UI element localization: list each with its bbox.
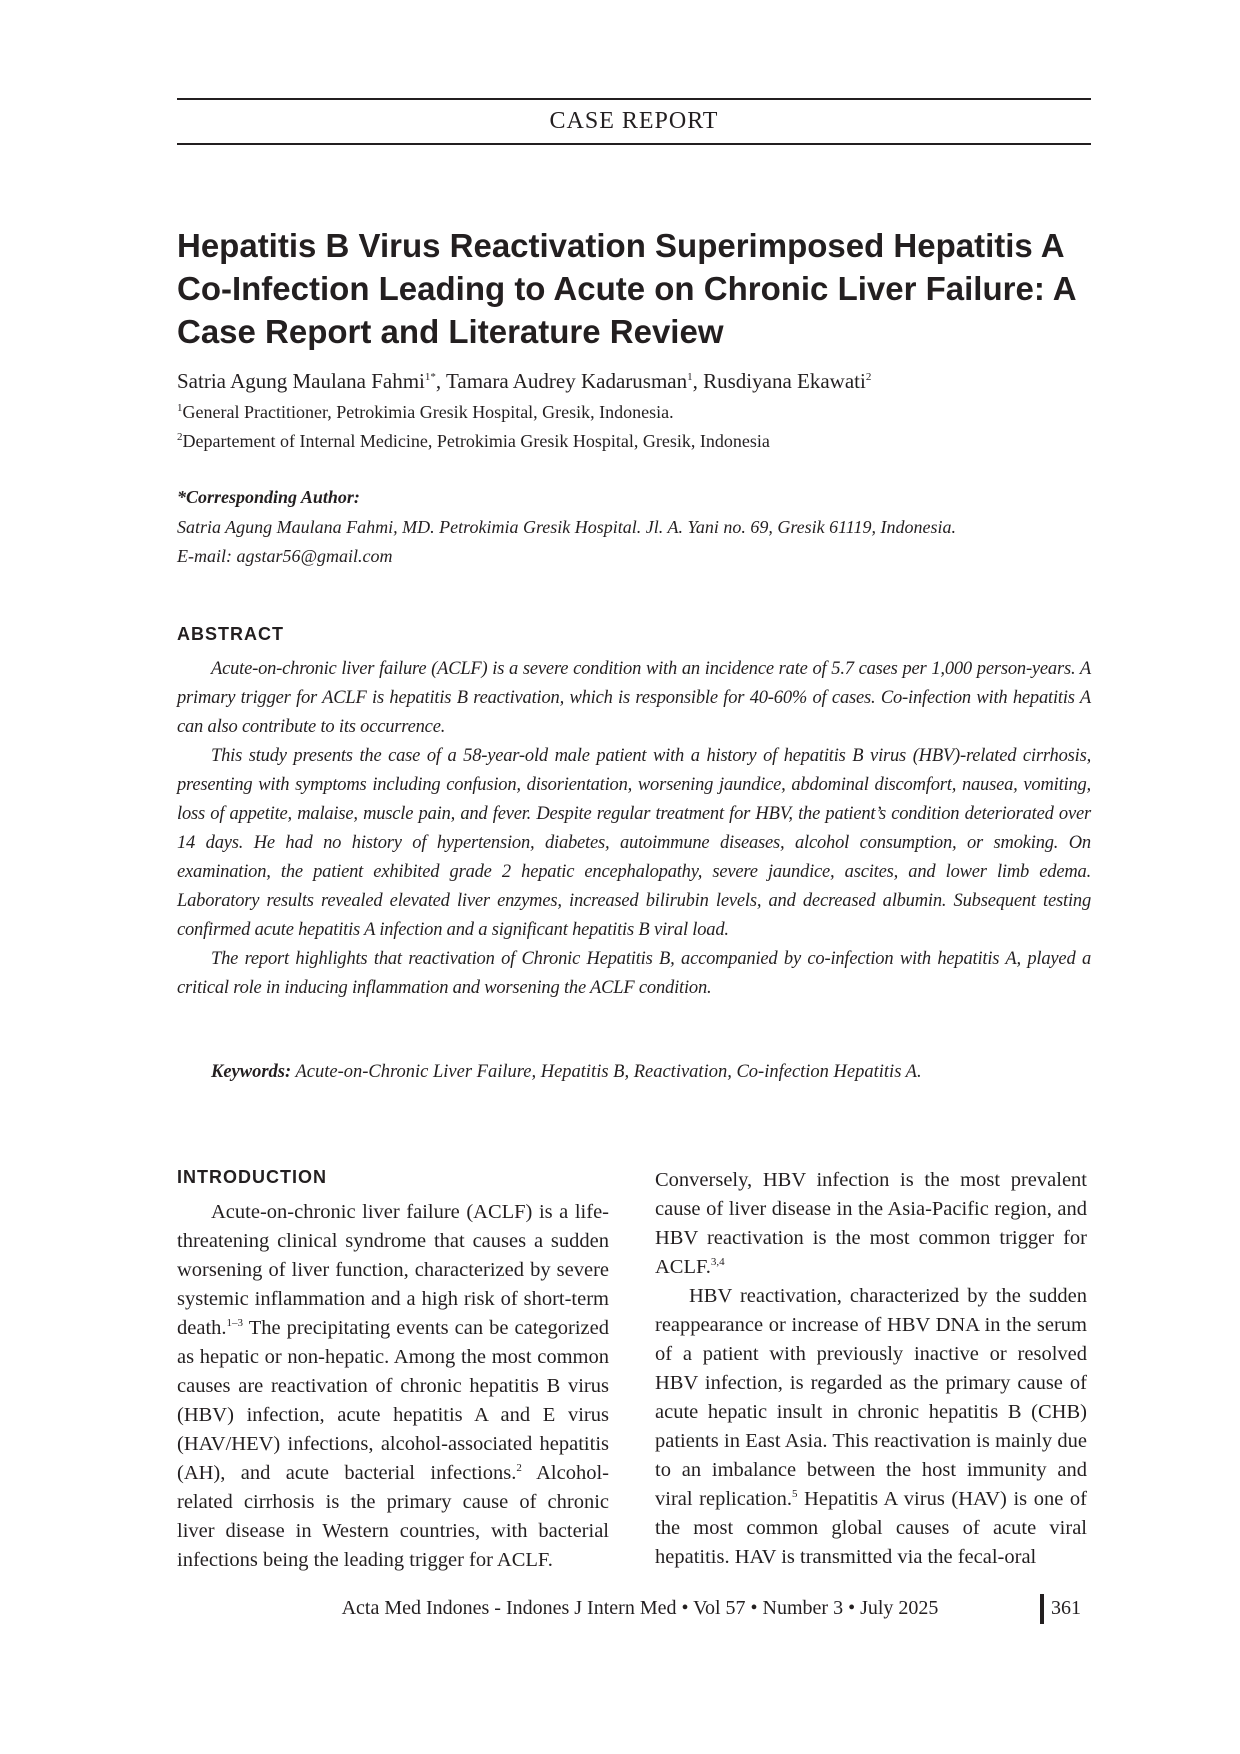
- header-top-rule: [177, 98, 1091, 100]
- body-text: Alcohol-related cirrhosis is the primary cause of chronic liver disease in Western countries, with bacterial infections being the leading trigger for ACLF.: [177, 1462, 609, 1571]
- introduction-heading: INTRODUCTION: [177, 1167, 327, 1187]
- author-name: Rusdiyana Ekawati: [703, 369, 866, 393]
- author-affiliation-mark: 1*: [424, 371, 436, 383]
- author-list: [177, 367, 1091, 395]
- body-text: Acute-on-chronic liver failure (ACLF) is a life-threatening clinical syndrome that causes a sudden worsening of liver function, characterized by severe systemic inflammation and a high risk of short-term death.: [177, 1201, 609, 1339]
- affiliation: [177, 400, 1091, 424]
- author-affiliation-mark: 1: [687, 371, 693, 383]
- abstract-paragraph: The report highlights that reactivation of Chronic Hepatitis B, accompanied by co-infection with hepatitis A, played a critical role in inducing inflammation and worsening the ACLF condition.: [177, 949, 1091, 998]
- page-number: 361: [1051, 1597, 1081, 1619]
- author-affiliation-mark: 2: [865, 371, 872, 383]
- abstract-paragraph: This study presents the case of a 58-year-old male patient with a history of hepatitis B virus (HBV)-related cirrhosis, presenting with symptoms including confusion, disorientation, worsening jaundice, abdominal discomfort, nausea, vomiting, loss of appetite, malaise, muscle pain, and fever. Despite regular treatment for HBV, the patient’s condition deteriorated over 14 days. He had no history of hypertension, diabetes, autoimmune diseases, alcohol consumption, or smoking. On examination, the patient exhibited grade 2 hepatic encephalopathy, severe jaundice, ascites, and lower limb edema. Laboratory results revealed elevated liver enzymes, increased bilirubin levels, and decreased albumin. Subsequent testing confirmed acute hepatitis A infection and a significant hepatitis B viral load.: [177, 746, 1091, 940]
- affiliation: [177, 429, 1091, 453]
- abstract-heading: ABSTRACT: [177, 624, 284, 644]
- corresponding-author-label: *Corresponding Author:: [177, 487, 360, 507]
- body-text: Conversely, HBV infection is the most prevalent cause of liver disease in the Asia-Pacific region, and HBV reactivation is the most common trigger for ACLF.: [655, 1169, 1087, 1278]
- article-title: Hepatitis B Virus Reactivation Superimposed Hepatitis A Co-Infection Leading to Acute on Chronic Liver Failure: A Case Report and Literature Review: [177, 227, 1076, 350]
- body-text: The precipitating events can be categorized as hepatic or non-hepatic. Among the most common causes are reactivation of chronic hepatitis B virus (HBV) infection, acute hepatitis A and E virus (HAV/HEV) infections, alcohol-associated hepatitis (AH), and acute bacterial infections.: [177, 1317, 609, 1484]
- affiliation-text: General Practitioner, Petrokimia Gresik Hospital, Gresik, Indonesia.: [182, 402, 674, 422]
- affiliation-text: Departement of Internal Medicine, Petrokimia Gresik Hospital, Gresik, Indonesia: [182, 431, 770, 451]
- abstract-paragraph: Acute-on-chronic liver failure (ACLF) is a severe condition with an incidence rate of 5.7 cases per 1,000 person-years. A primary trigger for ACLF is hepatitis B reactivation, which is responsible for 40-60% of cases. Co-infection with hepatitis A can also contribute to its occurrence.: [177, 659, 1091, 737]
- body-column-right: [655, 1166, 1087, 1572]
- footer-journal-info: Acta Med Indones - Indones J Intern Med • Vol 57 • Number 3 • July 2025: [341, 1597, 939, 1619]
- keywords: [211, 1062, 922, 1083]
- citation-ref: 2: [516, 1462, 522, 1475]
- affiliation-number: 1: [177, 402, 183, 414]
- corresponding-author-email: E-mail: agstar56@gmail.com: [177, 546, 393, 566]
- body-text: Hepatitis A virus (HAV) is one of the most common global causes of acute viral hepatitis. HAV is transmitted via the fecal-oral: [655, 1488, 1087, 1568]
- author-separator: ,: [692, 369, 704, 393]
- author-name: Tamara Audrey Kadarusman: [446, 369, 688, 393]
- keywords-list: Acute-on-Chronic Liver Failure, Hepatitis B, Reactivation, Co-infection Hepatitis A.: [291, 1062, 922, 1082]
- body-paragraph: [655, 1166, 1087, 1282]
- author-separator: ,: [435, 369, 447, 393]
- footer-divider-bar: [1040, 1594, 1044, 1624]
- body-paragraph: [177, 1198, 609, 1575]
- body-paragraph: [655, 1282, 1087, 1572]
- abstract-body: [177, 655, 1091, 1003]
- citation-ref: 5: [791, 1488, 798, 1501]
- section-label: CASE REPORT: [549, 108, 719, 134]
- citation-ref: 3,4: [710, 1256, 725, 1269]
- citation-ref: 1–3: [226, 1317, 244, 1330]
- header-bottom-rule: [177, 143, 1091, 145]
- body-text: HBV reactivation, characterized by the sudden reappearance or increase of HBV DNA in the serum of a patient with previously inactive or resolved HBV infection, is regarded as the primary cause of acute hepatic insult in chronic hepatitis B (CHB) patients in East Asia. This reactivation is mainly due to an imbalance between the host immunity and viral replication.: [655, 1285, 1087, 1510]
- body-column-left: [177, 1198, 609, 1575]
- affiliation-number: 2: [177, 431, 183, 443]
- corresponding-author-address: Satria Agung Maulana Fahmi, MD. Petrokimia Gresik Hospital. Jl. A. Yani no. 69, Gresik 61119, Indonesia.: [177, 517, 956, 537]
- author-name: Satria Agung Maulana Fahmi: [177, 369, 425, 393]
- keywords-label: Keywords:: [211, 1062, 292, 1082]
